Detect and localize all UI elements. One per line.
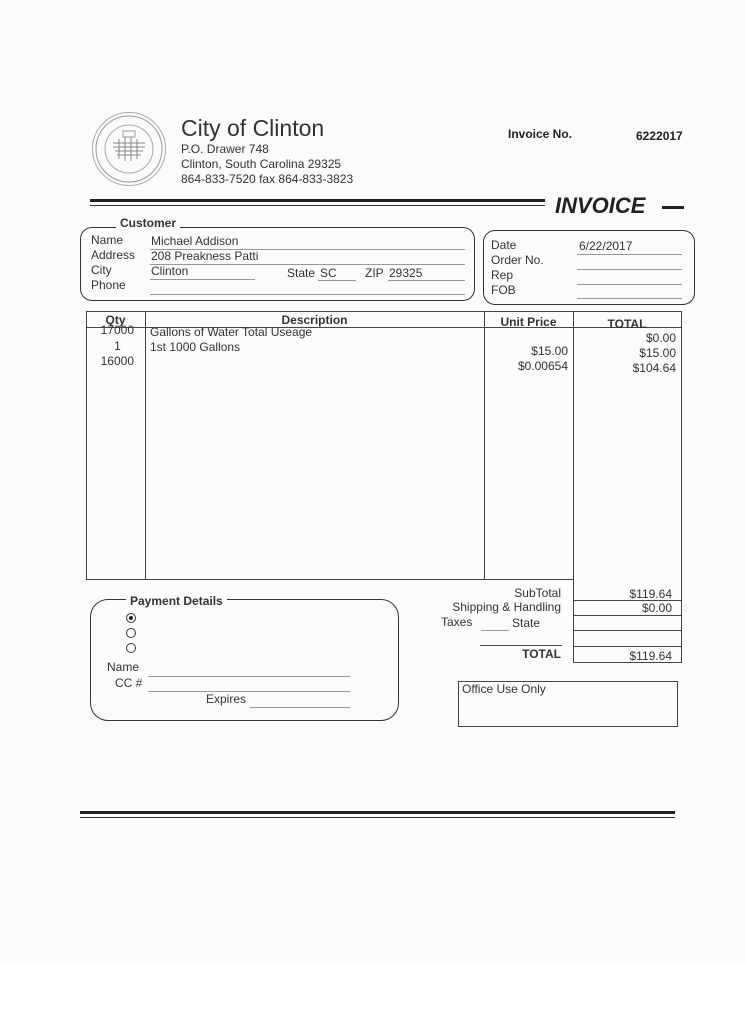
table-row-1-qty: 1 <box>114 339 121 353</box>
table-row-1-description: 1st 1000 Gallons <box>150 340 241 354</box>
customer-state[interactable]: SC <box>320 266 337 280</box>
customer-legend: Customer <box>116 216 180 230</box>
org-address-line1: P.O. Drawer 748 <box>181 142 269 156</box>
address-underline <box>150 264 465 265</box>
subtotal-value: $119.64 <box>629 587 672 601</box>
table-row-0-description: Gallons of Water Total Useage <box>150 325 313 339</box>
rep-underline <box>577 284 682 285</box>
payment-expires-label: Expires <box>206 692 247 706</box>
date-label: Date <box>491 238 517 252</box>
col-header-qty: Qty <box>105 313 126 327</box>
customer-city-label: City <box>91 263 112 277</box>
col-header-total: TOTAL <box>607 317 647 331</box>
customer-zip-label: ZIP <box>365 266 384 280</box>
table-row-1-unit-price: $15.00 <box>531 344 568 358</box>
customer-zip[interactable]: 29325 <box>389 266 423 280</box>
header-rule <box>90 199 545 202</box>
order-underline <box>577 269 682 270</box>
document-title: INVOICE <box>555 193 646 218</box>
col-header-unit-price: Unit Price <box>500 315 557 329</box>
footer-rule <box>80 811 675 814</box>
shipping-value: $0.00 <box>641 601 672 615</box>
invoice-date[interactable]: 6/22/2017 <box>579 239 633 253</box>
date-underline <box>577 254 682 255</box>
invoice-number: 6222017 <box>636 129 683 143</box>
payment-option-3-radio[interactable] <box>126 643 136 653</box>
order-no-label: Order No. <box>491 253 544 267</box>
grand-total-label: TOTAL <box>522 647 561 661</box>
city-underline <box>150 279 255 280</box>
customer-address[interactable]: 208 Preakness Patti <box>151 249 259 263</box>
customer-address-label: Address <box>91 248 136 262</box>
shipping-label: Shipping & Handling <box>452 600 561 614</box>
customer-phone-label: Phone <box>91 278 126 292</box>
table-row-2-qty: 16000 <box>100 354 134 368</box>
org-address-line2: Clinton, South Carolina 29325 <box>181 157 342 171</box>
payment-expires-underline <box>250 707 350 708</box>
payment-legend: Payment Details <box>126 594 227 608</box>
footer-rule-thin <box>80 817 675 818</box>
office-use-label: Office Use Only <box>462 682 546 696</box>
subtotal-label: SubTotal <box>514 586 561 600</box>
org-phone-line: 864-833-7520 fax 864-833-3823 <box>181 172 354 186</box>
org-name: City of Clinton <box>181 115 325 141</box>
taxes-label: Taxes <box>441 615 473 629</box>
city-seal <box>92 112 166 186</box>
customer-city[interactable]: Clinton <box>151 264 189 278</box>
header-rule-thin <box>90 205 545 206</box>
invoice-number-label: Invoice No. <box>508 127 573 141</box>
table-row-2-total: $104.64 <box>632 361 676 375</box>
table-row-1-total: $15.00 <box>639 346 676 360</box>
table-row-0-total: $0.00 <box>645 331 676 345</box>
payment-cc-underline <box>148 691 350 692</box>
payment-option-1-radio[interactable] <box>126 613 136 623</box>
grand-total-value: $119.64 <box>629 649 672 663</box>
state-underline <box>318 280 356 281</box>
taxes-state-label: State <box>512 616 541 630</box>
payment-cc-label: CC # <box>115 676 143 690</box>
taxes-underline <box>481 630 509 631</box>
customer-name[interactable]: Michael Addison <box>151 234 239 248</box>
fob-underline <box>577 298 682 299</box>
seal-emblem-icon <box>93 113 165 185</box>
table-row-2-unit-price: $0.00654 <box>517 359 568 373</box>
payment-name-underline <box>148 676 350 677</box>
payment-option-2-radio[interactable] <box>126 628 136 638</box>
table-row-0-qty: 17000 <box>100 323 134 337</box>
payment-name-label: Name <box>107 660 140 674</box>
customer-state-label: State <box>287 266 316 280</box>
customer-name-label: Name <box>91 233 124 247</box>
col-header-description: Description <box>281 313 348 327</box>
title-rule <box>662 206 684 209</box>
zip-underline <box>388 280 465 281</box>
phone-underline <box>150 294 465 295</box>
rep-label: Rep <box>491 268 514 282</box>
fob-label: FOB <box>491 283 516 297</box>
